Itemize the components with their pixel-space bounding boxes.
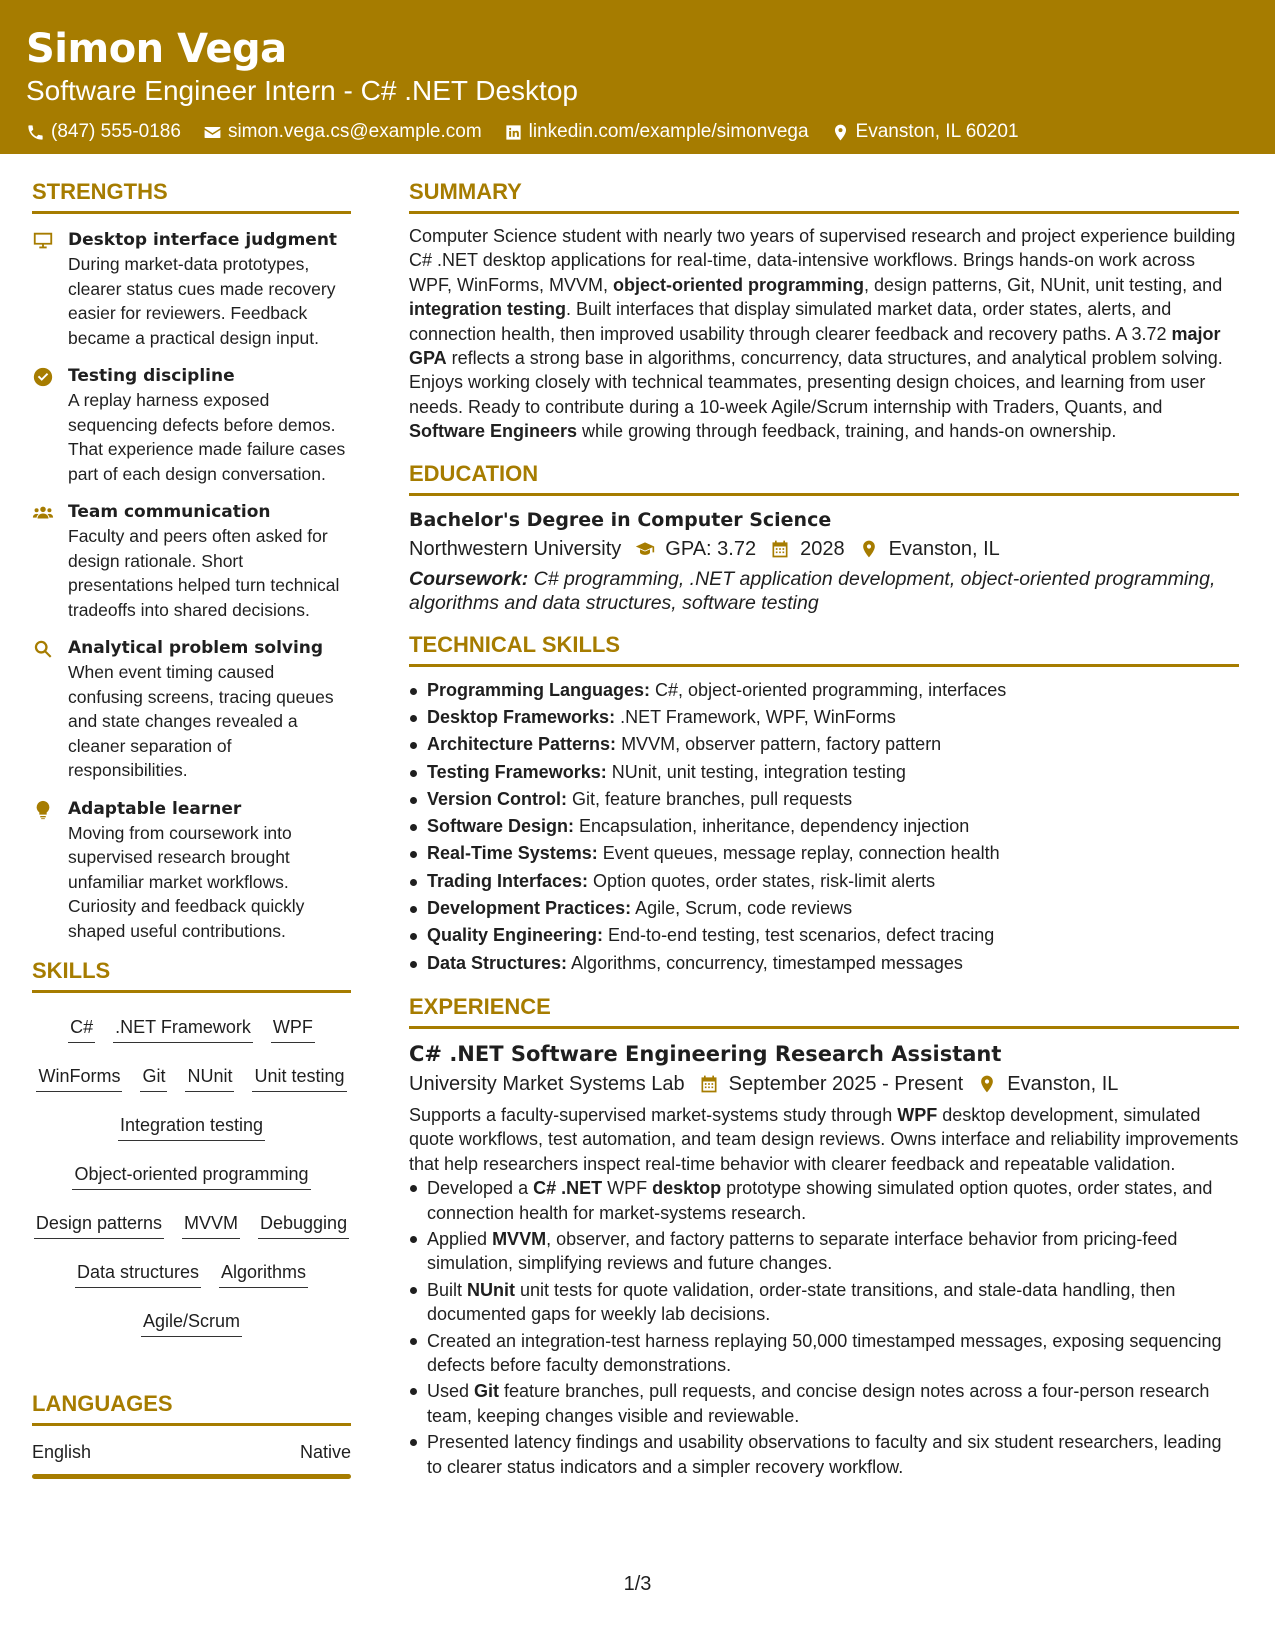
skill-category: Trading Interfaces: (427, 870, 589, 891)
bold-text: Git (474, 1381, 500, 1402)
bold-text: Software Engineers (409, 421, 578, 442)
experience-heading: EXPERIENCE (409, 993, 1239, 1029)
technical-skills-heading: TECHNICAL SKILLS (409, 631, 1239, 667)
job-description (409, 1103, 1239, 1176)
strengths-heading: STRENGTHS (32, 178, 351, 214)
skill-chip: MVVM (182, 1207, 240, 1239)
skill-category: Software Design: (427, 816, 575, 837)
bold-text: major GPA (409, 323, 1221, 369)
bold-text: object-oriented programming (613, 274, 865, 295)
strength-title: Team communication (68, 502, 271, 522)
technical-skill-item (409, 786, 1239, 813)
education-meta (409, 534, 1239, 564)
job-bullet (409, 1430, 1239, 1479)
skill-category: Real-Time Systems: (427, 843, 598, 864)
job-bullet (409, 1176, 1239, 1225)
text-run: feature branches, pull requests, and concise design notes across a four-person research team, keeping changes visible and reviewable. (427, 1381, 1210, 1426)
strength-title: Adaptable learner (68, 798, 242, 819)
strength-desc: Faculty and peers often asked for design rationale. Short presentations helped turn technical tradeoffs into shared decisions. (68, 526, 340, 620)
technical-skill-item (409, 868, 1239, 895)
text-run: prototype showing simulated option quotes, order states, and connection health for market-systems research. (427, 1178, 1213, 1223)
candidate-role: Software Engineer Intern - C# .NET Desktop (26, 75, 578, 106)
strength-item (32, 500, 351, 622)
skill-chip: Data structures (75, 1256, 201, 1288)
technical-skill-item (409, 731, 1239, 758)
coursework-label: Coursework: (409, 567, 529, 590)
skill-chip: Git (140, 1060, 167, 1092)
search-icon (32, 638, 54, 660)
people-icon (32, 502, 54, 524)
strength-desc: A replay harness exposed sequencing defects before demos. That experience made failure cases part of each design conversation. (68, 390, 346, 484)
coursework (409, 567, 1239, 615)
text-run: Presented latency findings and usability observations to faculty and six student researchers, leading to clearer status indicators and a simpler recovery workflow. (427, 1432, 1222, 1477)
contact-linkedin[interactable] (504, 120, 809, 144)
technical-skill-item (409, 895, 1239, 922)
graduation-cap-icon (635, 539, 655, 559)
bold-text: NUnit (467, 1279, 516, 1300)
phone-text: (847) 555-0186 (51, 121, 181, 142)
strength-title: Analytical problem solving (68, 638, 324, 658)
skill-values: MVVM, observer pattern, factory pattern (616, 734, 942, 755)
text-run: , design patterns, Git, NUnit, unit testing, and (864, 274, 1223, 295)
calendar-icon (699, 1074, 719, 1094)
contact-email[interactable] (203, 120, 482, 144)
skill-values: Event queues, message replay, connection health (597, 843, 1000, 864)
coursework-text: C# programming, .NET application development, object-oriented programming, algorithms and data structures, software testing (409, 567, 1216, 614)
job-title: C# .NET Software Engineering Research Assistant (409, 1041, 1002, 1066)
technical-skill-item (409, 950, 1239, 977)
bold-text: WPF (897, 1104, 938, 1125)
envelope-icon (203, 123, 222, 142)
skill-values: Encapsulation, inheritance, dependency injection (574, 816, 970, 837)
skills-heading: SKILLS (32, 957, 351, 993)
job-bullets (409, 1176, 1239, 1479)
skill-category: Quality Engineering: (427, 925, 604, 946)
lightbulb-icon (32, 799, 54, 821)
summary-heading: SUMMARY (409, 178, 1239, 214)
language-name: English (32, 1442, 92, 1462)
skill-chip: Integration testing (118, 1109, 265, 1141)
bold-text: MVVM (492, 1228, 547, 1249)
text-run: Built (427, 1279, 468, 1300)
text-run: , observer, and factory patterns to separate interface behavior from pricing-feed simulation, simplifying reviews and future changes. (427, 1228, 1178, 1274)
linkedin-text: linkedin.com/example/simonvega (528, 121, 809, 142)
education-heading: EDUCATION (409, 460, 1239, 496)
job-dates: September 2025 - Present (728, 1072, 964, 1095)
skill-category: Data Structures: (427, 952, 568, 973)
skill-category: Programming Languages: (427, 679, 651, 700)
skill-category: Development Practices: (427, 898, 632, 919)
job-location: Evanston, IL (1007, 1072, 1119, 1095)
technical-skill-item (409, 813, 1239, 840)
skills-chip-list (32, 1003, 351, 1350)
job-meta (409, 1069, 1239, 1099)
text-run: Applied (427, 1228, 493, 1249)
strength-title: Desktop interface judgment (68, 230, 338, 250)
languages-heading: LANGUAGES (32, 1390, 351, 1426)
skill-values: NUnit, unit testing, integration testing (606, 761, 906, 782)
monitor-icon (32, 230, 54, 252)
check-circle-icon (32, 366, 54, 388)
strength-desc: During market-data prototypes, clearer status cues made recovery easier for reviewers. Feedback became a practical design input. (68, 254, 336, 348)
strength-title: Testing discipline (68, 366, 235, 386)
strength-item (32, 636, 351, 783)
skill-chip: NUnit (185, 1060, 234, 1092)
gpa-text: GPA: 3.72 (665, 537, 757, 560)
bold-text: C# .NET (533, 1178, 603, 1199)
summary-text (409, 224, 1239, 444)
location-text: Evanston, IL 60201 (855, 121, 1019, 142)
text-run: Computer Science student with nearly two years of supervised research and project experience building C# .NET desktop applications for real-time, data-intensive workflows. Brings hands-on work across WPF, WinForms, MVVM, (409, 226, 1236, 295)
skill-values: .NET Framework, WPF, WinForms (615, 706, 896, 727)
phone-icon (26, 123, 45, 142)
map-pin-icon (977, 1074, 997, 1094)
skill-chip: Algorithms (219, 1256, 308, 1288)
strength-item (32, 228, 351, 350)
strength-desc: Moving from coursework into supervised research brought unfamiliar market workflows. Curiosity and feedback quickly shaped useful contributions. (68, 822, 305, 941)
text-run: while growing through feedback, training, and hands-on ownership. (577, 421, 1117, 442)
text-run: Supports a faculty-supervised market-systems study through (409, 1104, 898, 1125)
text-run: unit tests for quote validation, order-state transitions, and stale-data handling, then documented gaps for weekly lab decisions. (427, 1279, 1176, 1325)
technical-skill-item (409, 922, 1239, 949)
skill-category: Architecture Patterns: (427, 734, 617, 755)
text-run: reflects a strong base in algorithms, concurrency, data structures, and analytical problem solving. Enjoys working closely with technical teammates, presenting design choices, and learning from user needs. Ready to contribute during a 10-week Agile/Scrum internship with Traders, Quants, and (409, 348, 1223, 417)
language-row (32, 1432, 351, 1474)
technical-skills-list (409, 677, 1239, 977)
skill-values: Algorithms, concurrency, timestamped messages (567, 952, 963, 973)
technical-skill-item (409, 677, 1239, 704)
bold-text: integration testing (409, 299, 566, 320)
skill-chip: .NET Framework (113, 1011, 253, 1043)
skill-values: Agile, Scrum, code reviews (631, 898, 853, 919)
job-bullet (409, 1227, 1239, 1276)
technical-skill-item (409, 704, 1239, 731)
calendar-icon (770, 539, 790, 559)
skill-chip: Design patterns (34, 1207, 164, 1239)
text-run: desktop development, simulated quote workflows, test automation, and team design reviews. Owns interface and reliability improvements that help researchers inspect real-time behavior with clearer feedback and repeatable validation. (409, 1104, 1239, 1174)
map-pin-icon (859, 539, 879, 559)
bold-text: desktop (652, 1178, 722, 1199)
skill-category: Desktop Frameworks: (427, 706, 616, 727)
map-pin-icon (831, 123, 850, 142)
technical-skill-item (409, 840, 1239, 867)
graduation-year: 2028 (800, 537, 845, 560)
text-run: Developed a (427, 1178, 534, 1199)
skill-chip: WPF (271, 1011, 315, 1043)
contact-phone[interactable] (26, 120, 181, 144)
job-bullet (409, 1379, 1239, 1428)
strength-item (32, 797, 351, 944)
page-number: 1/3 (623, 1573, 652, 1595)
skill-chip: C# (68, 1011, 95, 1043)
left-column (32, 178, 351, 1479)
contact-location (831, 120, 1019, 144)
resume-header (0, 0, 1275, 154)
skill-values: End-to-end testing, test scenarios, defect tracing (603, 925, 995, 946)
text-run: Created an integration-test harness replaying 50,000 timestamped messages, exposing sequencing defects before faculty demonstrations. (427, 1330, 1222, 1375)
skill-chip: Agile/Scrum (141, 1305, 242, 1337)
strengths-list (32, 224, 351, 943)
text-run: WPF (602, 1178, 653, 1199)
strength-desc: When event timing caused confusing screens, tracing queues and state changes revealed a cleaner separation of responsibilities. (68, 662, 334, 780)
language-level: Native (299, 1442, 351, 1462)
job-bullet (409, 1329, 1239, 1378)
language-level-bar (32, 1474, 351, 1479)
skill-values: Git, feature branches, pull requests (567, 788, 853, 809)
text-run: Used (427, 1381, 475, 1402)
school-location: Evanston, IL (888, 537, 1000, 560)
skill-chip: Debugging (258, 1207, 349, 1239)
email-text: simon.vega.cs@example.com (227, 121, 482, 142)
linkedin-icon (504, 123, 523, 142)
strength-item (32, 364, 351, 486)
skill-chip: Unit testing (252, 1060, 346, 1092)
skill-chip: WinForms (36, 1060, 122, 1092)
school-name: Northwestern University (409, 537, 622, 560)
employer-name: University Market Systems Lab (409, 1072, 685, 1095)
technical-skill-item (409, 759, 1239, 786)
skill-values: Option quotes, order states, risk-limit alerts (588, 870, 936, 891)
skill-category: Version Control: (427, 788, 568, 809)
right-column (409, 178, 1239, 1481)
contact-bar (26, 120, 1249, 144)
skill-category: Testing Frameworks: (427, 761, 607, 782)
skill-chip: Object-oriented programming (72, 1158, 310, 1190)
job-bullet (409, 1278, 1239, 1327)
skill-values: C#, object-oriented programming, interfaces (650, 679, 1007, 700)
degree-title: Bachelor's Degree in Computer Science (409, 508, 832, 531)
text-run: . Built interfaces that display simulated market data, order states, alerts, and connection health, then improved usability through clearer feedback and recovery paths. A 3.72 (409, 299, 1172, 344)
candidate-name: Simon Vega (26, 26, 287, 72)
